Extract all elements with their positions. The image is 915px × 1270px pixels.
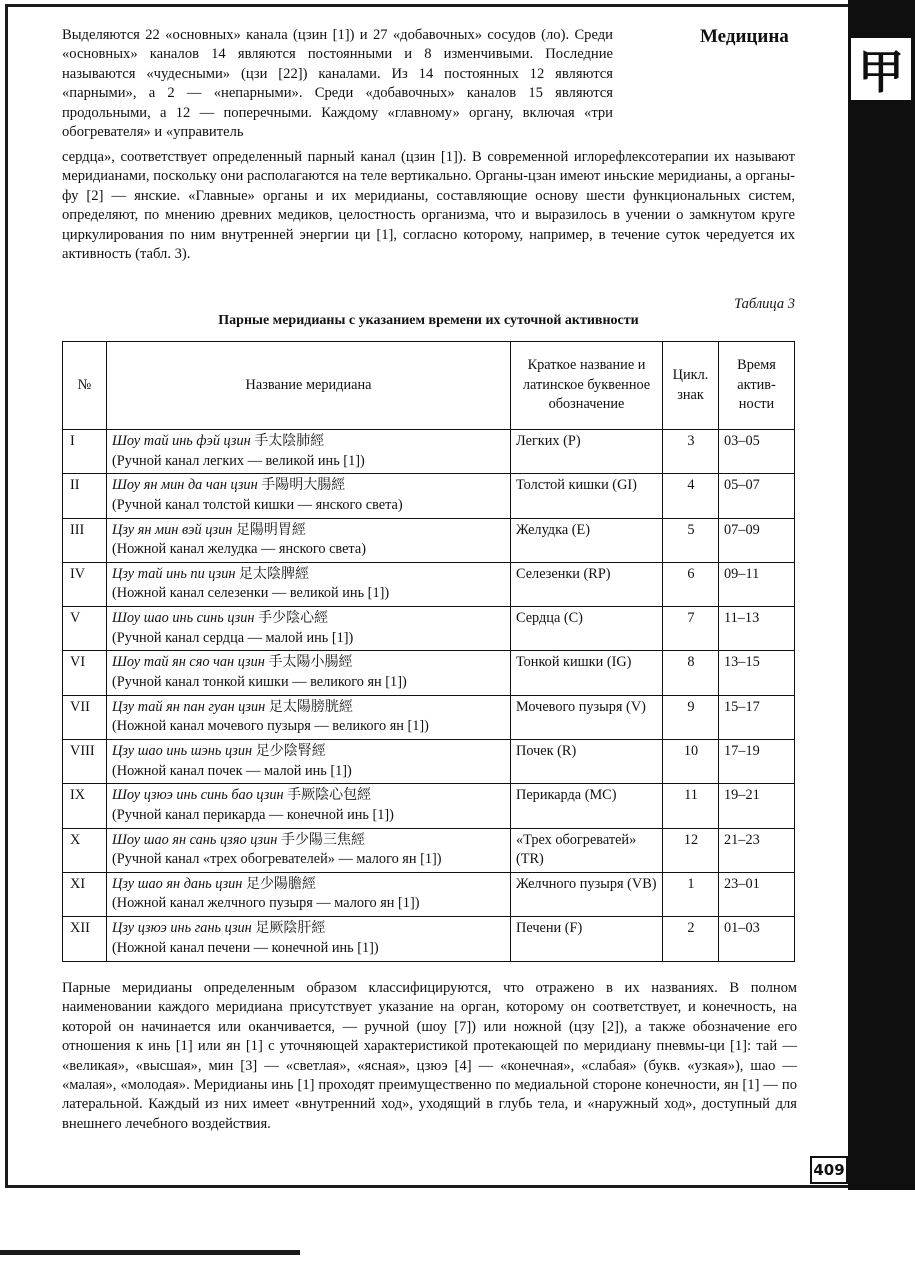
cell-num: VIII bbox=[63, 740, 107, 784]
cell-cycle-sign: 3 bbox=[663, 430, 719, 474]
header-cycle: Цикл. знак bbox=[663, 342, 719, 430]
section-title: Медицина bbox=[700, 26, 789, 47]
meridian-hanzi: 手太陽小腸經 bbox=[268, 654, 353, 671]
meridian-translation: (Ручной канал легких — великой инь [1]) bbox=[112, 452, 365, 469]
meridians-table bbox=[62, 341, 795, 962]
meridian-translation: (Ножной канал селезенки — великой инь [1]) bbox=[112, 585, 390, 602]
cell-activity-time: 23–01 bbox=[719, 872, 795, 916]
meridian-transliteration-line bbox=[112, 742, 506, 762]
cell-num: VII bbox=[63, 695, 107, 739]
cell-cycle-sign: 5 bbox=[663, 518, 719, 562]
cell-name bbox=[107, 740, 511, 784]
cell-name bbox=[107, 518, 511, 562]
cell-cycle-sign: 10 bbox=[663, 740, 719, 784]
cell-activity-time: 11–13 bbox=[719, 607, 795, 651]
cell-name bbox=[107, 695, 511, 739]
cell-name bbox=[107, 430, 511, 474]
meridian-hanzi: 手陽明大腸經 bbox=[261, 477, 346, 494]
header-name: Название меридиана bbox=[107, 342, 511, 430]
cell-cycle-sign: 4 bbox=[663, 474, 719, 518]
meridian-transliteration: Шоу цзюэ инь синь бао цзин bbox=[112, 787, 284, 804]
meridian-transliteration-line bbox=[112, 432, 506, 452]
meridian-translation: (Ножной канал почек — малой инь [1]) bbox=[112, 762, 352, 779]
header-time: Время актив-ности bbox=[719, 342, 795, 430]
cell-num: IV bbox=[63, 562, 107, 606]
cell-short-name: «Трех обогреватей» (TR) bbox=[511, 828, 663, 872]
meridian-transliteration: Цзу цзюэ инь гань цзин bbox=[112, 920, 252, 937]
cell-num: IX bbox=[63, 784, 107, 828]
cell-name bbox=[107, 474, 511, 518]
cell-activity-time: 13–15 bbox=[719, 651, 795, 695]
section-glyph-tab: 甲 bbox=[851, 38, 911, 100]
cell-short-name: Тонкой кишки (IG) bbox=[511, 651, 663, 695]
cell-short-name: Толстой кишки (GI) bbox=[511, 474, 663, 518]
meridian-hanzi: 手太陰肺經 bbox=[254, 433, 325, 449]
bottom-rule bbox=[0, 1250, 300, 1255]
table-row bbox=[63, 695, 795, 739]
meridian-transliteration: Цзу тай инь пи цзин bbox=[112, 565, 236, 582]
cell-name bbox=[107, 651, 511, 695]
cell-name bbox=[107, 828, 511, 872]
meridian-hanzi: 足陽明胃經 bbox=[235, 521, 306, 538]
meridian-transliteration: Шоу тай ян сяо чан цзин bbox=[112, 654, 265, 671]
table-row bbox=[63, 872, 795, 916]
cell-num: II bbox=[63, 474, 107, 518]
meridian-translation: (Ручной канал «трех обогревателей» — малого ян [1]) bbox=[112, 851, 442, 868]
table-row bbox=[63, 518, 795, 562]
cell-num: III bbox=[63, 518, 107, 562]
cell-activity-time: 09–11 bbox=[719, 562, 795, 606]
cell-short-name: Желудка (E) bbox=[511, 518, 663, 562]
cell-cycle-sign: 12 bbox=[663, 828, 719, 872]
meridian-hanzi: 手少陽三焦經 bbox=[280, 831, 365, 848]
meridian-transliteration-line bbox=[112, 698, 506, 718]
cell-cycle-sign: 8 bbox=[663, 651, 719, 695]
meridian-transliteration-line bbox=[112, 653, 506, 673]
table-row bbox=[63, 607, 795, 651]
cell-name bbox=[107, 607, 511, 651]
table-row bbox=[63, 562, 795, 606]
cell-activity-time: 17–19 bbox=[719, 740, 795, 784]
header-num: № bbox=[63, 342, 107, 430]
cell-num: I bbox=[63, 430, 107, 474]
table-row bbox=[63, 828, 795, 872]
cell-activity-time: 19–21 bbox=[719, 784, 795, 828]
meridian-transliteration: Шоу ян мин да чан цзин bbox=[112, 477, 258, 494]
meridian-translation: (Ручной канал тонкой кишки — великого ян [1]) bbox=[112, 673, 407, 690]
meridian-transliteration-line bbox=[112, 831, 506, 851]
meridian-transliteration: Шоу шао инь синь цзин bbox=[112, 610, 255, 627]
cell-num: X bbox=[63, 828, 107, 872]
intro-paragraph-part-2: сердца», соответствует определенный парный канал (цзин [1]). В современной иглорефлексотерапии их называют меридианами, поскольку они располагаются на теле вертикально. Органы-цзан имеют иньские меридианы, а органы-фу [2] — янские. «Главные» органы и их меридианы, составляющие основу шести функциональных систем, определяют, по мнению древних медиков, целостность организма, что и выразилось в учении о замкнутом круге циркулирования по ним внутренней энергии ци [1], согласно которому, например, в течение суток чередуется их активность (табл. 3). bbox=[62, 149, 795, 263]
meridian-hanzi: 足少陽膽經 bbox=[245, 875, 316, 892]
meridian-translation: (Ножной канал желчного пузыря — малого ян [1]) bbox=[112, 895, 420, 912]
meridian-hanzi: 手厥陰心包經 bbox=[287, 787, 372, 804]
meridian-translation: (Ручной канал толстой кишки — янского света) bbox=[112, 496, 403, 513]
meridian-transliteration: Шоу тай инь фэй цзин bbox=[112, 433, 251, 449]
cell-activity-time: 15–17 bbox=[719, 695, 795, 739]
table-body bbox=[63, 430, 795, 962]
table-row bbox=[63, 651, 795, 695]
cell-name bbox=[107, 562, 511, 606]
meridian-translation: (Ножной канал мочевого пузыря — великого ян [1]) bbox=[112, 718, 429, 735]
table-row bbox=[63, 474, 795, 518]
cell-cycle-sign: 6 bbox=[663, 562, 719, 606]
cell-name bbox=[107, 784, 511, 828]
intro-paragraph-part-1: Выделяются 22 «основных» канала (цзин [1]) и 27 «добавочных» сосудов (ло). Среди «основных» каналов 14 являются постоянными и 8 изменчивыми. Последние называются «чудесными» (цзи [22]) каналами. Из 14 постоянных 12 являются «парными», а 2 — «непарными». Среди «добавочных» каналов 15 являются продольными, а 12 — поперечными. Каждому «главному» органу, включая «три обогревателя» и «управитель bbox=[62, 27, 613, 141]
cell-short-name: Сердца (C) bbox=[511, 607, 663, 651]
meridian-transliteration: Цзу шао инь шэнь цзин bbox=[112, 743, 253, 760]
cell-cycle-sign: 9 bbox=[663, 695, 719, 739]
meridian-translation: (Ножной канал печени — конечной инь [1]) bbox=[112, 939, 379, 956]
cell-activity-time: 07–09 bbox=[719, 518, 795, 562]
meridian-transliteration: Цзу тай ян пан гуан цзин bbox=[112, 698, 266, 715]
table-row bbox=[63, 430, 795, 474]
meridian-transliteration-line bbox=[112, 521, 506, 541]
cell-cycle-sign: 11 bbox=[663, 784, 719, 828]
meridian-transliteration-line bbox=[112, 786, 506, 806]
meridian-transliteration: Цзу ян мин вэй цзин bbox=[112, 521, 233, 538]
cell-name bbox=[107, 872, 511, 916]
cell-num: XI bbox=[63, 872, 107, 916]
cell-activity-time: 21–23 bbox=[719, 828, 795, 872]
meridian-hanzi: 足太陽膀胱經 bbox=[268, 698, 353, 715]
meridian-translation: (Ручной канал перикарда — конечной инь [1]) bbox=[112, 806, 394, 823]
cell-cycle-sign: 7 bbox=[663, 607, 719, 651]
outro-paragraph: Парные меридианы определенным образом классифицируются, что отражено в их названиях. В полном наименовании каждого меридиана присутствует указание на орган, которому он соответствует, и конечность, на которой он начинается или оканчивается, — ручной (шоу [7]) или ножной (цзу [2]), а также обозначение его отношения к инь [1] или ян [1] с уточняющей характеристикой протекающей по меридиану пневмы-ци [1]: тай — «великая», «высшая», мин [3] — «светлая», «ясная», цзюэ [4] — «конечная», «слабая» (букв. «узкая»), шао — «малая», «молодая». Меридианы инь [1] проходят преимущественно по медиальной стороне конечности, ян [1] — по латеральной. Каждый из них имеет «внутренний ход», уходящий в глубь тела, и «наружный ход», доступный для внешнего лечебного воздействия. bbox=[62, 980, 797, 1132]
page-number: 409 bbox=[810, 1156, 848, 1184]
header-short: Краткое название и латинское буквенное обозначение bbox=[511, 342, 663, 430]
cell-cycle-sign: 2 bbox=[663, 917, 719, 961]
cell-activity-time: 01–03 bbox=[719, 917, 795, 961]
table-row bbox=[63, 740, 795, 784]
meridian-transliteration-line bbox=[112, 565, 506, 585]
meridian-translation: (Ножной канал желудка — янского света) bbox=[112, 541, 366, 558]
meridian-translation: (Ручной канал сердца — малой инь [1]) bbox=[112, 629, 354, 646]
table-header-row bbox=[63, 342, 795, 430]
table-title: Парные меридианы с указанием времени их суточной активности bbox=[218, 313, 639, 328]
meridian-transliteration: Цзу шао ян дань цзин bbox=[112, 875, 243, 892]
cell-short-name: Желчного пузыря (VB) bbox=[511, 872, 663, 916]
cell-short-name: Легких (P) bbox=[511, 430, 663, 474]
cell-num: XII bbox=[63, 917, 107, 961]
section-tab-bar bbox=[848, 0, 915, 1190]
meridian-hanzi: 足太陰脾經 bbox=[239, 565, 310, 582]
cell-num: VI bbox=[63, 651, 107, 695]
meridian-transliteration-line bbox=[112, 476, 506, 496]
cell-activity-time: 03–05 bbox=[719, 430, 795, 474]
meridian-hanzi: 手少陰心經 bbox=[258, 610, 329, 627]
meridian-transliteration-line bbox=[112, 875, 506, 895]
meridian-hanzi: 足少陰腎經 bbox=[255, 743, 326, 760]
meridian-hanzi: 足厥陰肝經 bbox=[255, 920, 326, 937]
cell-num: V bbox=[63, 607, 107, 651]
cell-short-name: Мочевого пузыря (V) bbox=[511, 695, 663, 739]
cell-short-name: Печени (F) bbox=[511, 917, 663, 961]
meridian-transliteration-line bbox=[112, 609, 506, 629]
cell-short-name: Почек (R) bbox=[511, 740, 663, 784]
cell-name bbox=[107, 917, 511, 961]
cell-short-name: Селезенки (RP) bbox=[511, 562, 663, 606]
cell-activity-time: 05–07 bbox=[719, 474, 795, 518]
meridian-transliteration: Шоу шао ян сань цзяо цзин bbox=[112, 831, 278, 848]
cell-cycle-sign: 1 bbox=[663, 872, 719, 916]
table-number: Таблица 3 bbox=[734, 296, 795, 312]
table-row bbox=[63, 917, 795, 961]
table-row bbox=[63, 784, 795, 828]
meridian-transliteration-line bbox=[112, 919, 506, 939]
cell-short-name: Перикарда (MC) bbox=[511, 784, 663, 828]
